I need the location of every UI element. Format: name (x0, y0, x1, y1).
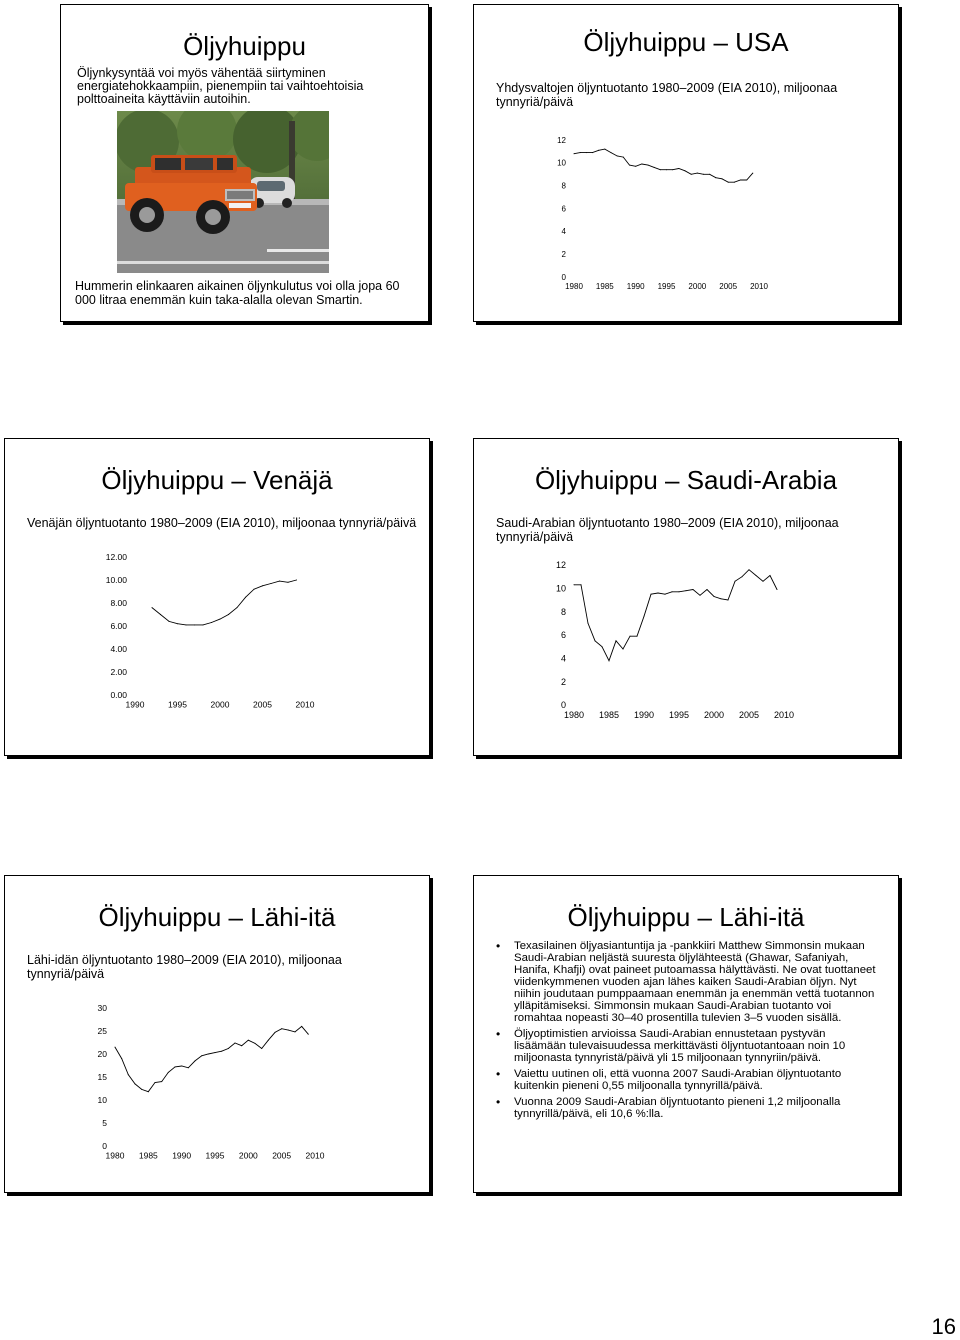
data-point (735, 581, 736, 582)
data-point (295, 1031, 296, 1032)
data-point (746, 180, 747, 181)
y-tick-label: 15 (97, 1071, 107, 1082)
slide-middle-east-text (473, 875, 899, 1193)
data-point (588, 623, 589, 624)
data-point (279, 581, 280, 582)
data-point (721, 598, 722, 599)
slide-title: Öljyhuippu – Lähi-itä (98, 902, 336, 932)
y-tick-label: 2 (560, 676, 566, 687)
y-tick-label: 0.00 (110, 689, 127, 700)
data-point (658, 593, 659, 594)
y-tick-label: 2.00 (110, 666, 127, 677)
x-tick-label: 2005 (272, 1150, 292, 1161)
data-point (271, 583, 272, 584)
data-point (186, 624, 187, 625)
y-tick-label: 4 (561, 227, 566, 237)
data-point (245, 597, 246, 598)
data-point (141, 1089, 142, 1090)
x-tick-label: 1990 (633, 710, 655, 720)
data-point (128, 1074, 129, 1075)
data-point (617, 156, 618, 157)
data-point (281, 1028, 282, 1029)
slide-oil-peak-cars (60, 4, 429, 322)
data-point (181, 1066, 182, 1067)
x-tick-label: 2010 (295, 699, 315, 710)
slide-subtitle: Venäjän öljyntuotanto 1980–2009 (EIA 2010), miljoonaa tynnyriä/päivä (27, 516, 417, 530)
x-tick-label: 1985 (595, 282, 614, 291)
slide-saudi (473, 438, 899, 756)
slide-title: Öljyhuippu – Lähi-itä (567, 902, 805, 932)
data-point (678, 168, 679, 169)
x-tick-label: 2010 (750, 282, 768, 291)
data-point (188, 1067, 189, 1068)
data-point (195, 1060, 196, 1061)
data-point (611, 152, 612, 153)
data-point (660, 169, 661, 170)
data-point (604, 149, 605, 150)
data-point (581, 584, 582, 585)
y-tick-label: 0 (102, 1140, 107, 1151)
data-point (268, 1040, 269, 1041)
data-point (654, 167, 655, 168)
russia-production-chart (5, 543, 431, 723)
bullet-item: • Öljyoptimistien arvioissa Saudi-Arabian ennustetaan pystyvän lisäämään tulevaisuudessa merkittävästi öljyntuotantoaan noin 10 miljoonasta tynnyristä/päivä yli 15 miljoonaan tynnyriin/päivä. (496, 1028, 878, 1064)
data-point (666, 169, 667, 170)
y-tick-label: 8 (561, 181, 566, 191)
data-point (574, 584, 575, 585)
y-tick-label: 4.00 (110, 643, 127, 654)
x-tick-label: 2000 (688, 282, 707, 291)
data-point (665, 594, 666, 595)
data-point (215, 1052, 216, 1053)
data-point (679, 591, 680, 592)
hummer-photo-image (117, 111, 329, 273)
data-point (592, 152, 593, 153)
data-point (308, 1034, 309, 1035)
data-point (586, 152, 587, 153)
x-tick-label: 1985 (138, 1150, 158, 1161)
data-point (644, 616, 645, 617)
data-point (752, 173, 753, 174)
data-point (707, 589, 708, 590)
y-tick-label: 4 (560, 653, 566, 664)
x-tick-label: 1995 (205, 1150, 225, 1161)
x-tick-label: 1990 (125, 699, 145, 710)
data-point (255, 1043, 256, 1044)
data-point (211, 622, 212, 623)
bullet-item: • Vaiettu uutinen oli, että vuonna 2007 Saudi-Arabian öljyntuotanto kuitenkin pieneni 0,55 miljoonalla tynnyrillä/päivä. (496, 1068, 878, 1092)
slide-title: Öljyhuippu – USA (583, 27, 789, 57)
data-point (602, 646, 603, 647)
data-point (672, 169, 673, 170)
slide-russia (4, 438, 430, 756)
data-point (248, 1040, 249, 1041)
bullet-list (496, 940, 878, 1124)
data-point (254, 589, 255, 590)
data-point (691, 174, 692, 175)
data-point (152, 607, 153, 608)
data-point (722, 178, 723, 179)
usa-production-chart (474, 125, 900, 295)
data-point (288, 1030, 289, 1031)
y-tick-label: 5 (102, 1117, 107, 1128)
data-point (740, 180, 741, 181)
slide-title: Öljyhuippu – Venäjä (101, 465, 333, 495)
data-point (148, 1091, 149, 1092)
bullet-item: • Vuonna 2009 Saudi-Arabian öljyntuotanto pieneni 1,2 miljoonalla tynnyrillä/päivä, eli 10,6 %:lla. (496, 1096, 878, 1120)
data-point (763, 581, 764, 582)
slide-title: Öljyhuippu – Saudi-Arabia (534, 465, 838, 495)
data-point (770, 575, 771, 576)
data-point (208, 1054, 209, 1055)
data-point (175, 1066, 176, 1067)
x-tick-label: 1980 (565, 282, 583, 291)
y-tick-label: 12 (557, 135, 566, 145)
data-point (728, 182, 729, 183)
data-point (598, 150, 599, 151)
data-point (703, 174, 704, 175)
slide-usa (473, 4, 899, 322)
y-tick-label: 12.00 (105, 551, 127, 562)
slide-photo-caption: Hummerin elinkaaren aikainen öljynkulutus voi olla jopa 60 000 litraa enemmän kuin taka-alalla olevan Smartin. (75, 279, 400, 307)
y-tick-label: 10 (97, 1094, 107, 1105)
x-tick-label: 1995 (168, 699, 187, 710)
data-point (169, 621, 170, 622)
data-point (749, 569, 750, 570)
y-tick-label: 8.00 (110, 597, 127, 608)
y-tick-label: 10.00 (105, 574, 127, 585)
y-tick-label: 30 (97, 1002, 107, 1013)
x-tick-label: 2005 (738, 710, 760, 720)
y-tick-label: 6 (560, 630, 566, 641)
data-point (709, 174, 710, 175)
x-tick-label: 1995 (657, 282, 676, 291)
x-tick-label: 2000 (703, 710, 725, 720)
y-tick-label: 0 (561, 272, 566, 282)
x-tick-label: 1985 (598, 710, 620, 720)
data-point (635, 166, 636, 167)
x-tick-label: 2000 (210, 699, 230, 710)
data-point (194, 624, 195, 625)
series-line (574, 149, 753, 182)
data-point (161, 1081, 162, 1082)
slide-subtitle: Saudi-Arabian öljyntuotanto 1980–2009 (EIA 2010), miljoonaa tynnyriä/päivä (496, 516, 839, 544)
data-point (160, 614, 161, 615)
data-point (121, 1058, 122, 1059)
data-point (686, 590, 687, 591)
data-point (685, 170, 686, 171)
data-point (168, 1072, 169, 1073)
series-line (574, 570, 777, 661)
data-point (616, 640, 617, 641)
x-tick-label: 2010 (305, 1150, 325, 1161)
y-tick-label: 2 (561, 249, 566, 259)
data-point (700, 595, 701, 596)
slide-subtitle: Yhdysvaltojen öljyntuotanto 1980–2009 (EIA 2010), miljoonaa tynnyriä/päivä (496, 81, 838, 109)
series-line (152, 580, 297, 625)
data-point (714, 596, 715, 597)
series-line (115, 1026, 308, 1091)
data-point (697, 173, 698, 174)
x-tick-label: 2010 (773, 710, 795, 720)
x-tick-label: 1995 (668, 710, 690, 720)
data-point (609, 660, 610, 661)
data-point (241, 1045, 242, 1046)
x-tick-label: 2005 (719, 282, 738, 291)
data-point (742, 576, 743, 577)
data-point (221, 1051, 222, 1052)
saudi-production-chart (474, 553, 900, 733)
bullet-item: • Texasilainen öljyasiantuntija ja -pankkiiri Matthew Simmonsin mukaan Saudi-Arabian neljästä suuresta öljylähteestä (Ghawar, Safaniyah, Hanifa, Khafji) ovat paineet putoamassa hälyttävästi. Ne ovat tuottaneet viidenkymmenen vuoden ajan lähes kaiken Saudi-Arabian öljyn. Nyt niihin joudutaan pumppaamaan enemmän ja enemmän vettä tuotannon ylläpitämiseksi. Simmonsin mukaan Saudi-Arabian tuotanto voi romahtaa nopeasti 30–40 prosentilla tulevien 3–5 vuoden sisällä. (496, 940, 878, 1024)
page-number: 16 (931, 1314, 956, 1339)
y-tick-label: 12 (555, 560, 566, 571)
data-point (220, 619, 221, 620)
slide-title: Öljyhuippu (183, 31, 306, 61)
data-point (672, 591, 673, 592)
y-tick-label: 0 (560, 700, 566, 711)
data-point (648, 165, 649, 166)
data-point (623, 157, 624, 158)
data-point (201, 1055, 202, 1056)
data-point (629, 165, 630, 166)
x-tick-label: 1980 (105, 1150, 125, 1161)
data-point (651, 594, 652, 595)
slide-intro-text: Öljynkysyntää voi myös vähentää siirtyminen energiatehokkaampiin, pienempiin tai vaihtoehtoisia polttoaineita käyttäviin autoihin. (77, 66, 364, 106)
data-point (623, 649, 624, 650)
x-tick-label: 1980 (563, 710, 585, 720)
data-point (261, 1048, 262, 1049)
data-point (595, 640, 596, 641)
y-tick-label: 10 (555, 583, 566, 594)
data-point (756, 575, 757, 576)
data-point (641, 164, 642, 165)
data-point (288, 582, 289, 583)
data-point (574, 153, 575, 154)
x-tick-label: 2005 (253, 699, 272, 710)
x-tick-label: 1990 (626, 282, 645, 291)
data-point (630, 636, 631, 637)
data-point (296, 580, 297, 581)
hummer-photo (117, 111, 329, 273)
data-point (155, 1082, 156, 1083)
y-tick-label: 8 (560, 606, 566, 617)
slide-middle-east (4, 875, 430, 1193)
data-point (262, 585, 263, 586)
x-tick-label: 1990 (172, 1150, 192, 1161)
y-tick-label: 6 (561, 204, 566, 214)
data-point (734, 182, 735, 183)
data-point (275, 1032, 276, 1033)
data-point (115, 1047, 116, 1048)
y-tick-label: 10 (557, 158, 566, 168)
data-point (228, 614, 229, 615)
data-point (203, 624, 204, 625)
data-point (777, 589, 778, 590)
x-tick-label: 2000 (238, 1150, 258, 1161)
data-point (301, 1026, 302, 1027)
y-tick-label: 20 (97, 1048, 107, 1059)
y-tick-label: 6.00 (110, 620, 127, 631)
slide-subtitle: Lähi-idän öljyntuotanto 1980–2009 (EIA 2010), miljoonaa tynnyriä/päivä (27, 953, 342, 981)
data-point (637, 636, 638, 637)
data-point (235, 1043, 236, 1044)
data-point (177, 623, 178, 624)
data-point (728, 600, 729, 601)
data-point (237, 607, 238, 608)
middle-east-production-chart (5, 992, 431, 1170)
data-point (228, 1048, 229, 1049)
y-tick-label: 25 (97, 1025, 107, 1036)
data-point (715, 177, 716, 178)
data-point (580, 152, 581, 153)
data-point (135, 1083, 136, 1084)
data-point (693, 589, 694, 590)
